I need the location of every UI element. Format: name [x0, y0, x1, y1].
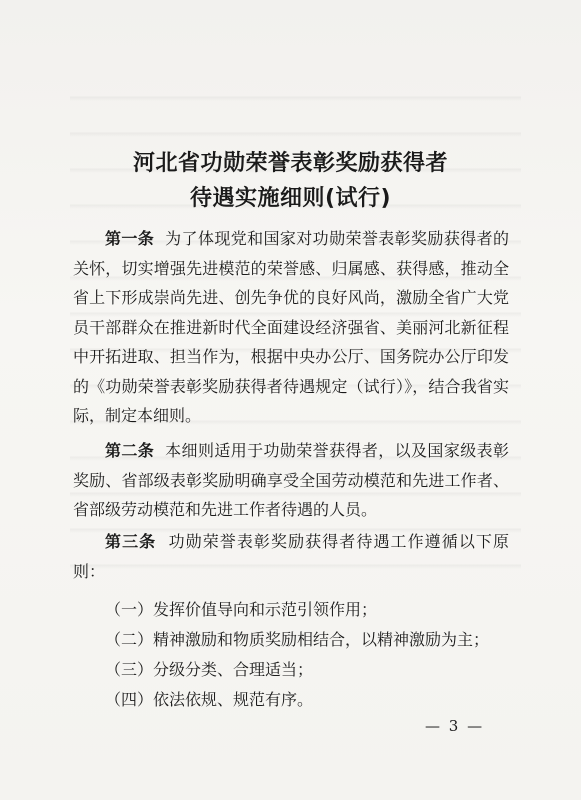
article-2-label: 第二条	[105, 441, 155, 460]
principle-item-3: （三）分级分类、合理适当；	[105, 660, 314, 679]
article-1-label: 第一条	[105, 229, 155, 248]
article-2-text: 本细则适用于功勋荣誉获得者，以及国家级表彰奖励、省部级表彰奖励明确享受全国劳动模范和先进工作者、省部级劳动模范和先进工作者待遇的人员。	[73, 441, 509, 519]
article-3	[73, 527, 509, 586]
page-number: — 3 —	[425, 717, 485, 735]
principle-item-2: （二）精神激励和物质奖励相结合，以精神激励为主；	[105, 630, 490, 649]
article-3-label: 第三条	[105, 532, 157, 551]
principle-item-4: （四）依法依规、规范有序。	[105, 690, 314, 709]
document-title-line-1: 河北省功勋荣誉表彰奖励获得者	[132, 151, 448, 176]
principle-item-1: （一）发挥价值导向和示范引领作用；	[105, 600, 378, 619]
document-title-line-2: 待遇实施细则(试行)	[189, 186, 392, 211]
article-3-text: 功勋荣誉表彰奖励获得者待遇工作遵循以下原则：	[73, 532, 509, 581]
article-1	[73, 224, 509, 431]
article-2	[73, 436, 509, 525]
article-1-text: 为了体现党和国家对功勋荣誉表彰奖励获得者的关怀，切实增强先进模范的荣誉感、归属感、获得感，推动全省上下形成崇尚先进、创先争优的良好风尚，激励全省广大党员干部群众在推进新时代全面建设经济强省、美丽河北新征程中开拓进取、担当作为，根据中央办公厅、国务院办公厅印发的《功勋荣誉表彰奖励获得者待遇规定（试行）》，结合我省实际，制定本细则。	[73, 229, 509, 425]
